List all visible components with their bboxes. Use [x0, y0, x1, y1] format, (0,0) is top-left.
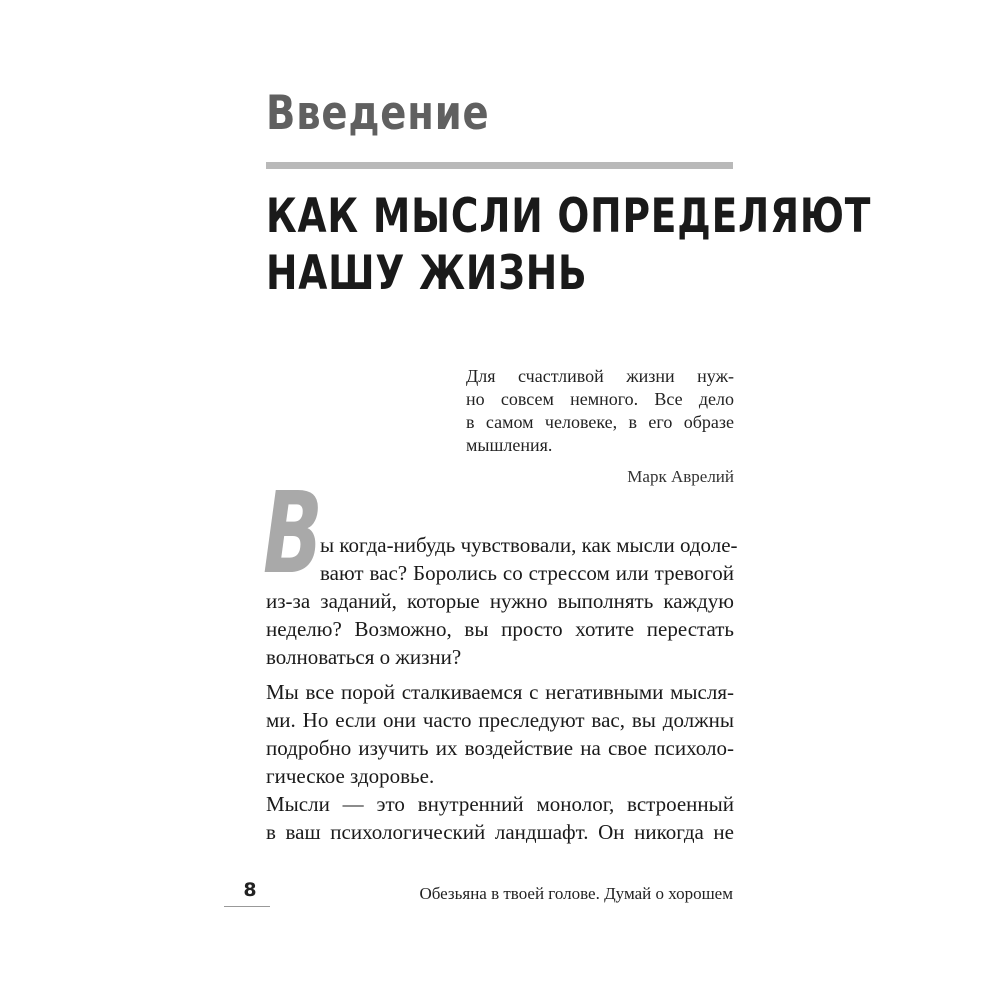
chapter-divider	[266, 162, 733, 169]
chapter-title-line: НАШУ ЖИЗНЬ	[266, 246, 588, 301]
paragraph-line: подробно изучить их воздействие на свое психоло-	[266, 736, 734, 760]
paragraph-line: из-за заданий, которые нужно выполнять каждую	[266, 589, 734, 613]
paragraph-line: Мысли — это внутренний монолог, встроенный	[266, 792, 734, 816]
paragraph-line: неделю? Возможно, вы просто хотите перестать	[266, 617, 734, 641]
epigraph-line: Для счастливой жизни нуж-	[466, 366, 734, 386]
page-number-rule	[224, 906, 270, 907]
running-footer-title: Обезьяна в твоей голове. Думай о хорошем	[419, 884, 733, 903]
paragraph-line: ми. Но если они часто преследуют вас, вы должны	[266, 708, 734, 732]
drop-cap: В	[263, 469, 323, 599]
paragraph-line: гическое здоровье.	[266, 764, 435, 788]
epigraph-author: Марк Аврелий	[627, 467, 734, 486]
chapter-title-line: КАК МЫСЛИ ОПРЕДЕЛЯЮТ	[266, 189, 872, 244]
paragraph-line: вают вас? Боролись со стрессом или тревогой	[320, 561, 734, 585]
epigraph-line: в самом человеке, в его образе	[466, 412, 734, 432]
page-number: 8	[243, 879, 257, 901]
paragraph	[266, 531, 738, 671]
paragraph	[266, 790, 734, 846]
paragraph-line: ы когда-нибудь чувствовали, как мысли одоле-	[320, 533, 738, 557]
epigraph-line: но совсем немного. Все дело	[466, 389, 734, 409]
paragraph-line: Мы все порой сталкиваемся с негативными мысля-	[266, 680, 734, 704]
epigraph-quote	[466, 365, 734, 457]
epigraph-line: мышления.	[466, 435, 553, 455]
chapter-label: Введение	[266, 86, 490, 141]
paragraph	[266, 678, 734, 790]
paragraph-line: волноваться о жизни?	[266, 645, 462, 669]
paragraph-line: в ваш психологический ландшафт. Он никогда не	[266, 820, 734, 844]
chapter-title	[266, 188, 872, 302]
